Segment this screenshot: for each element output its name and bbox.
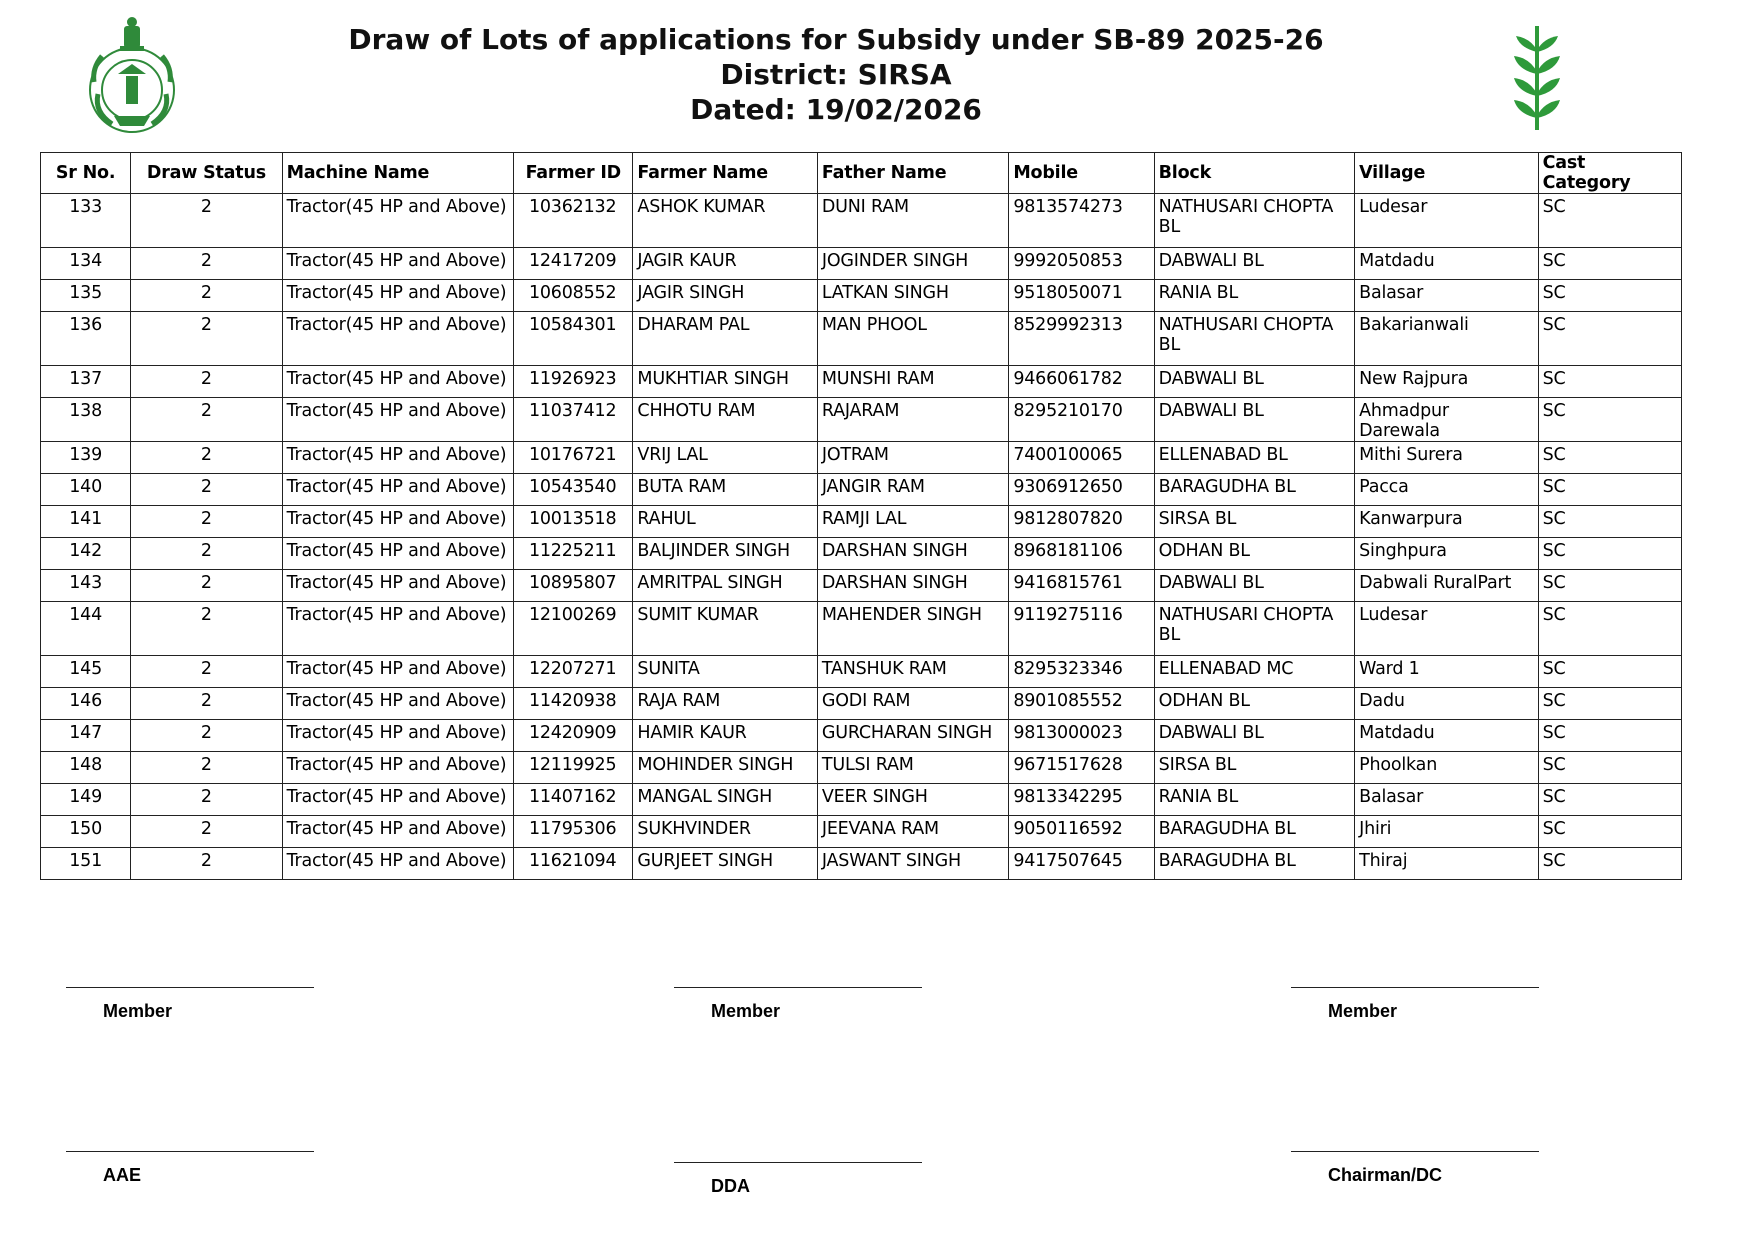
cell-cast-category: SC [1538,784,1681,816]
cell-farmer-name: SUNITA [633,656,817,688]
cell-farmer-name: RAHUL [633,506,817,538]
cell-farmer-id: 10895807 [514,570,633,602]
cell-machine-name: Tractor(45 HP and Above) [282,442,514,474]
cell-farmer-name: AMRITPAL SINGH [633,570,817,602]
cell-village: Jhiri [1355,816,1538,848]
cell-cast-category: SC [1538,602,1681,656]
signature-dda [674,1162,922,1197]
cell-father-name: JANGIR RAM [817,474,1008,506]
title-line-1: Draw of Lots of applications for Subsidy under SB-89 2025-26 [348,23,1324,56]
signature-aae [66,1151,314,1186]
cell-mobile: 9416815761 [1009,570,1154,602]
cell-sr-no: 135 [41,280,131,312]
cell-machine-name: Tractor(45 HP and Above) [282,248,514,280]
cell-father-name: GODI RAM [817,688,1008,720]
cell-machine-name: Tractor(45 HP and Above) [282,816,514,848]
cell-mobile: 8901085552 [1009,688,1154,720]
table-row [41,570,1682,602]
signature-line [674,987,922,988]
cell-sr-no: 142 [41,538,131,570]
table-row [41,602,1682,656]
col-header-draw-status: Draw Status [131,153,282,194]
signature-label-member-3: Member [1328,1001,1398,1021]
cell-farmer-id: 12417209 [514,248,633,280]
cell-cast-category: SC [1538,816,1681,848]
cell-sr-no: 140 [41,474,131,506]
cell-father-name: JEEVANA RAM [817,816,1008,848]
table-body [41,194,1682,880]
cell-village: Ahmadpur Darewala [1355,398,1538,442]
table-row [41,312,1682,366]
signature-line [66,1151,314,1152]
cell-mobile: 9671517628 [1009,752,1154,784]
signature-line [66,987,314,988]
cell-machine-name: Tractor(45 HP and Above) [282,784,514,816]
cell-machine-name: Tractor(45 HP and Above) [282,538,514,570]
cell-block: DABWALI BL [1154,720,1354,752]
cell-father-name: JOGINDER SINGH [817,248,1008,280]
cell-farmer-name: CHHOTU RAM [633,398,817,442]
cell-sr-no: 146 [41,688,131,720]
cell-cast-category: SC [1538,688,1681,720]
cell-draw-status: 2 [131,688,282,720]
cell-sr-no: 139 [41,442,131,474]
cell-village: Mithi Surera [1355,442,1538,474]
cell-draw-status: 2 [131,602,282,656]
cell-block: SIRSA BL [1154,506,1354,538]
cell-draw-status: 2 [131,366,282,398]
cell-draw-status: 2 [131,570,282,602]
cell-farmer-name: MANGAL SINGH [633,784,817,816]
cell-sr-no: 145 [41,656,131,688]
cell-mobile: 9812807820 [1009,506,1154,538]
cell-village: Ludesar [1355,194,1538,248]
cell-farmer-id: 12100269 [514,602,633,656]
signature-line [1291,987,1539,988]
cell-farmer-id: 11407162 [514,784,633,816]
draw-results-table [40,152,1682,880]
cell-mobile: 8968181106 [1009,538,1154,570]
cell-sr-no: 141 [41,506,131,538]
cell-machine-name: Tractor(45 HP and Above) [282,312,514,366]
cell-draw-status: 2 [131,816,282,848]
cell-cast-category: SC [1538,194,1681,248]
cell-cast-category: SC [1538,570,1681,602]
cell-draw-status: 2 [131,506,282,538]
cell-mobile: 8529992313 [1009,312,1154,366]
cell-machine-name: Tractor(45 HP and Above) [282,506,514,538]
cell-block: RANIA BL [1154,280,1354,312]
cell-draw-status: 2 [131,442,282,474]
cell-block: NATHUSARI CHOPTA BL [1154,194,1354,248]
cell-block: NATHUSARI CHOPTA BL [1154,312,1354,366]
cell-block: BARAGUDHA BL [1154,848,1354,880]
cell-machine-name: Tractor(45 HP and Above) [282,688,514,720]
cell-block: DABWALI BL [1154,248,1354,280]
cell-sr-no: 147 [41,720,131,752]
cell-machine-name: Tractor(45 HP and Above) [282,752,514,784]
cell-father-name: VEER SINGH [817,784,1008,816]
table-row [41,474,1682,506]
cell-farmer-id: 10013518 [514,506,633,538]
cell-father-name: LATKAN SINGH [817,280,1008,312]
cell-machine-name: Tractor(45 HP and Above) [282,474,514,506]
cell-farmer-id: 10543540 [514,474,633,506]
cell-village: Matdadu [1355,248,1538,280]
cell-village: Kanwarpura [1355,506,1538,538]
cell-cast-category: SC [1538,848,1681,880]
signature-line [1291,1151,1539,1152]
cell-mobile: 9119275116 [1009,602,1154,656]
table-row [41,720,1682,752]
cell-block: BARAGUDHA BL [1154,474,1354,506]
cell-farmer-name: BUTA RAM [633,474,817,506]
cell-father-name: JASWANT SINGH [817,848,1008,880]
cell-father-name: TANSHUK RAM [817,656,1008,688]
cell-mobile: 9992050853 [1009,248,1154,280]
cell-father-name: TULSI RAM [817,752,1008,784]
cell-farmer-id: 10176721 [514,442,633,474]
table-row [41,442,1682,474]
cell-sr-no: 143 [41,570,131,602]
cell-block: BARAGUDHA BL [1154,816,1354,848]
table-row [41,248,1682,280]
cell-sr-no: 133 [41,194,131,248]
title-line-3: Dated: 19/02/2026 [690,93,982,126]
cell-draw-status: 2 [131,312,282,366]
cell-cast-category: SC [1538,656,1681,688]
cell-father-name: RAJARAM [817,398,1008,442]
signature-line [674,1162,922,1163]
signature-member-2 [674,987,922,1022]
cell-draw-status: 2 [131,656,282,688]
cell-village: Ludesar [1355,602,1538,656]
cell-mobile: 9813574273 [1009,194,1154,248]
cell-farmer-id: 11225211 [514,538,633,570]
table-row [41,506,1682,538]
cell-village: Phoolkan [1355,752,1538,784]
cell-farmer-name: MOHINDER SINGH [633,752,817,784]
signature-chairman [1291,1151,1539,1186]
cell-draw-status: 2 [131,538,282,570]
cell-sr-no: 148 [41,752,131,784]
cell-block: DABWALI BL [1154,398,1354,442]
cell-mobile: 8295323346 [1009,656,1154,688]
cell-farmer-name: VRIJ LAL [633,442,817,474]
cell-cast-category: SC [1538,720,1681,752]
cell-mobile: 7400100065 [1009,442,1154,474]
cell-draw-status: 2 [131,194,282,248]
cell-cast-category: SC [1538,506,1681,538]
page-title [0,22,1672,127]
col-header-cast-category: Cast Category [1538,153,1681,194]
cell-father-name: DUNI RAM [817,194,1008,248]
cell-farmer-name: DHARAM PAL [633,312,817,366]
signature-member-1 [66,987,314,1022]
cell-draw-status: 2 [131,784,282,816]
cell-farmer-name: JAGIR KAUR [633,248,817,280]
cell-village: Singhpura [1355,538,1538,570]
cell-draw-status: 2 [131,474,282,506]
cell-father-name: MAHENDER SINGH [817,602,1008,656]
table-row [41,688,1682,720]
cell-cast-category: SC [1538,398,1681,442]
cell-farmer-id: 11795306 [514,816,633,848]
cell-farmer-id: 10584301 [514,312,633,366]
col-header-father-name: Father Name [817,153,1008,194]
col-header-farmer-id: Farmer ID [514,153,633,194]
cell-farmer-id: 12207271 [514,656,633,688]
cell-village: Dabwali RuralPart [1355,570,1538,602]
cell-village: Matdadu [1355,720,1538,752]
signature-label-dda: DDA [711,1176,750,1196]
cell-machine-name: Tractor(45 HP and Above) [282,398,514,442]
table-row [41,656,1682,688]
cell-machine-name: Tractor(45 HP and Above) [282,656,514,688]
cell-mobile: 9050116592 [1009,816,1154,848]
table-row [41,366,1682,398]
cell-farmer-name: MUKHTIAR SINGH [633,366,817,398]
cell-block: NATHUSARI CHOPTA BL [1154,602,1354,656]
cell-father-name: DARSHAN SINGH [817,570,1008,602]
cell-block: ODHAN BL [1154,688,1354,720]
table-row [41,194,1682,248]
signature-label-member-1: Member [103,1001,173,1021]
cell-father-name: MUNSHI RAM [817,366,1008,398]
cell-cast-category: SC [1538,474,1681,506]
col-header-farmer-name: Farmer Name [633,153,817,194]
cell-draw-status: 2 [131,720,282,752]
cell-father-name: MAN PHOOL [817,312,1008,366]
cell-draw-status: 2 [131,248,282,280]
wheat-logo-icon [1512,22,1562,132]
cell-mobile: 9417507645 [1009,848,1154,880]
cell-farmer-name: SUMIT KUMAR [633,602,817,656]
table-row [41,538,1682,570]
cell-draw-status: 2 [131,848,282,880]
cell-farmer-name: SUKHVINDER [633,816,817,848]
cell-farmer-name: GURJEET SINGH [633,848,817,880]
cell-farmer-id: 11420938 [514,688,633,720]
cell-mobile: 8295210170 [1009,398,1154,442]
col-header-mobile: Mobile [1009,153,1154,194]
cell-farmer-name: ASHOK KUMAR [633,194,817,248]
table-row [41,752,1682,784]
signature-label-chairman: Chairman/DC [1328,1165,1443,1185]
cell-machine-name: Tractor(45 HP and Above) [282,366,514,398]
cell-draw-status: 2 [131,280,282,312]
cell-village: New Rajpura [1355,366,1538,398]
cell-cast-category: SC [1538,312,1681,366]
cell-farmer-id: 11926923 [514,366,633,398]
col-header-village: Village [1355,153,1538,194]
cell-block: ELLENABAD BL [1154,442,1354,474]
cell-farmer-id: 11621094 [514,848,633,880]
cell-machine-name: Tractor(45 HP and Above) [282,848,514,880]
cell-sr-no: 144 [41,602,131,656]
cell-machine-name: Tractor(45 HP and Above) [282,280,514,312]
table-row [41,816,1682,848]
col-header-machine-name: Machine Name [282,153,514,194]
cell-draw-status: 2 [131,398,282,442]
cell-cast-category: SC [1538,442,1681,474]
table-row [41,848,1682,880]
cell-block: DABWALI BL [1154,570,1354,602]
signature-label-member-2: Member [711,1001,781,1021]
cell-father-name: GURCHARAN SINGH [817,720,1008,752]
table-row [41,398,1682,442]
cell-block: RANIA BL [1154,784,1354,816]
cell-sr-no: 151 [41,848,131,880]
cell-mobile: 9466061782 [1009,366,1154,398]
cell-cast-category: SC [1538,366,1681,398]
cell-mobile: 9306912650 [1009,474,1154,506]
cell-village: Pacca [1355,474,1538,506]
cell-father-name: RAMJI LAL [817,506,1008,538]
cell-sr-no: 138 [41,398,131,442]
cell-cast-category: SC [1538,280,1681,312]
cell-machine-name: Tractor(45 HP and Above) [282,194,514,248]
cell-sr-no: 134 [41,248,131,280]
cell-mobile: 9813000023 [1009,720,1154,752]
cell-block: SIRSA BL [1154,752,1354,784]
cell-farmer-name: RAJA RAM [633,688,817,720]
cell-sr-no: 136 [41,312,131,366]
cell-mobile: 9813342295 [1009,784,1154,816]
cell-village: Bakarianwali [1355,312,1538,366]
table-row [41,280,1682,312]
cell-farmer-name: HAMIR KAUR [633,720,817,752]
cell-draw-status: 2 [131,752,282,784]
table-row [41,784,1682,816]
cell-village: Thiraj [1355,848,1538,880]
cell-farmer-id: 11037412 [514,398,633,442]
cell-father-name: DARSHAN SINGH [817,538,1008,570]
cell-village: Balasar [1355,784,1538,816]
cell-block: ELLENABAD MC [1154,656,1354,688]
signature-label-aae: AAE [103,1165,142,1185]
col-header-block: Block [1154,153,1354,194]
cell-farmer-name: BALJINDER SINGH [633,538,817,570]
cell-father-name: JOTRAM [817,442,1008,474]
cell-cast-category: SC [1538,538,1681,570]
cell-sr-no: 149 [41,784,131,816]
cell-mobile: 9518050071 [1009,280,1154,312]
cell-village: Dadu [1355,688,1538,720]
cell-farmer-name: JAGIR SINGH [633,280,817,312]
cell-farmer-id: 12119925 [514,752,633,784]
cell-village: Balasar [1355,280,1538,312]
cell-village: Ward 1 [1355,656,1538,688]
title-line-2: District: SIRSA [720,58,952,91]
cell-block: DABWALI BL [1154,366,1354,398]
cell-block: ODHAN BL [1154,538,1354,570]
signature-member-3 [1291,987,1539,1022]
col-header-sr-no: Sr No. [41,153,131,194]
cell-sr-no: 150 [41,816,131,848]
cell-farmer-id: 10362132 [514,194,633,248]
cell-machine-name: Tractor(45 HP and Above) [282,720,514,752]
cell-farmer-id: 10608552 [514,280,633,312]
table-header-row [41,153,1682,194]
cell-cast-category: SC [1538,752,1681,784]
cell-machine-name: Tractor(45 HP and Above) [282,602,514,656]
cell-sr-no: 137 [41,366,131,398]
cell-cast-category: SC [1538,248,1681,280]
cell-machine-name: Tractor(45 HP and Above) [282,570,514,602]
cell-farmer-id: 12420909 [514,720,633,752]
